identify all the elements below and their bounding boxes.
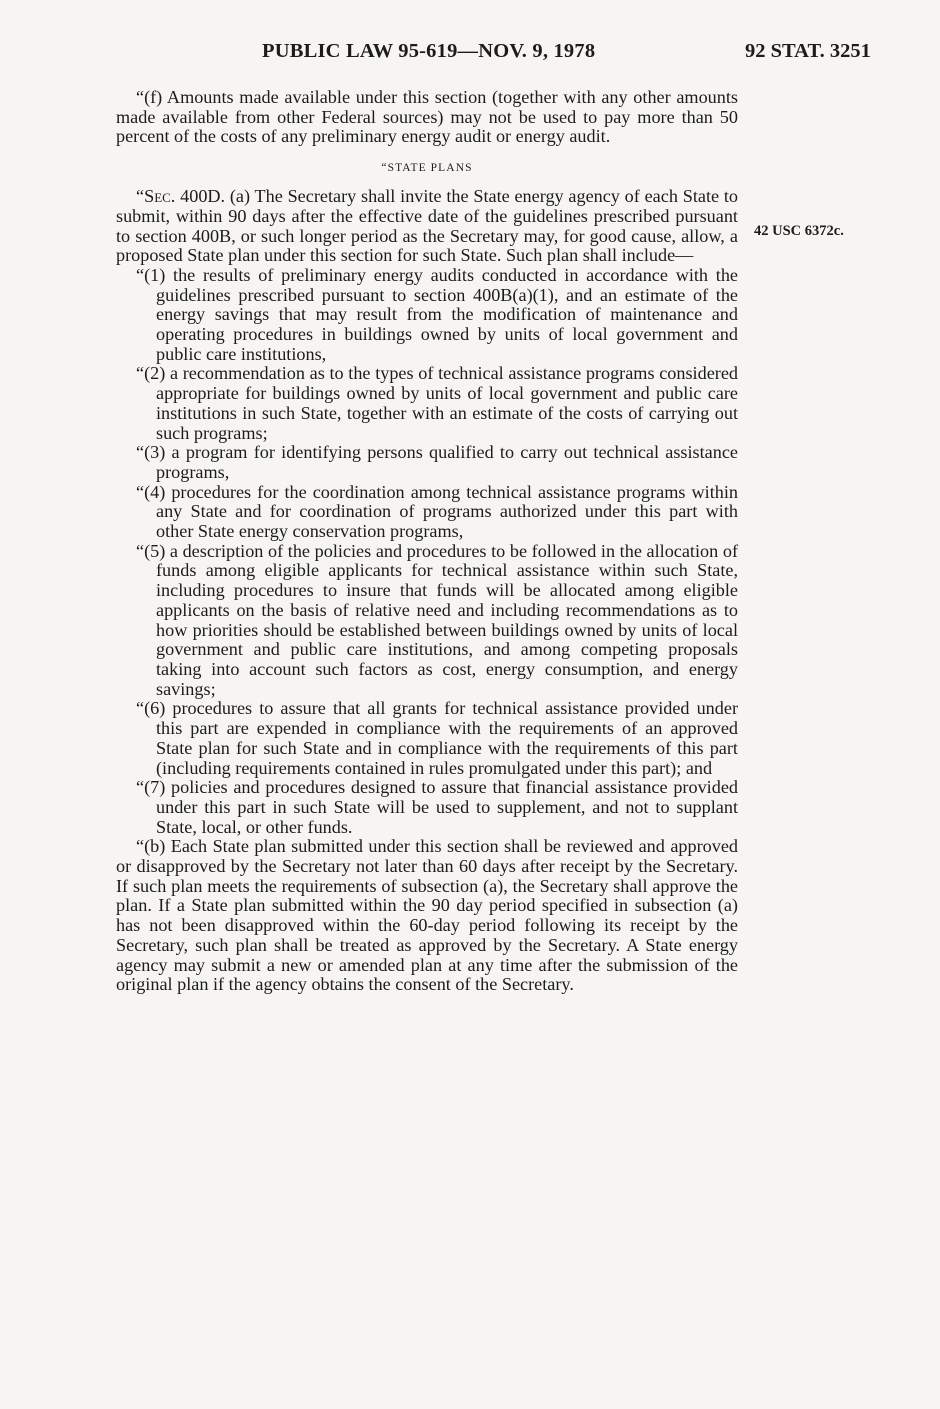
margin-citation: 42 USC 6372c.	[754, 223, 844, 239]
page-header-stat: 92 STAT. 3251	[745, 40, 871, 62]
paragraph-b: “(b) Each State plan submitted under this section shall be reviewed and approved or disapproved by the Secretary not later than 60 days after receipt by the Secretary. If such plan meets the requirements of subsection (a), the Secretary shall approve the plan. If a State plan submitted within the 90 day period specified in subsection (a) has not been disapproved within the 60-day period following its receipt by the Secretary, such plan shall be treated as approved by the Secretary. A State energy agency may submit a new or amended plan at any time after the submission of the original plan if the agency obtains the consent of the Secretary.	[116, 836, 738, 995]
sec-label: “Sec.	[136, 186, 176, 207]
paragraph-sec-a	[116, 187, 738, 266]
list-item-5: “(5) a description of the policies and procedures to be followed in the allocation of funds among eligible applicants for technical assistance within such State, including procedures to insure that funds will be allocated among eligible applicants on the basis of relative need and including recommendations as to how priorities should be established between buildings owned by units of local government and public care institutions, and among competing proposals taking into account such factors as cost, energy consumption, and energy savings;	[136, 540, 738, 699]
list-item-6: “(6) procedures to assure that all grants for technical assistance provided under this part are expended in compliance with the requirements of an approved State plan for such State and in compliance with the requirements of this part (including requirements contained in rules promulgated under this part); and	[136, 698, 738, 778]
document-body	[116, 88, 738, 995]
section-heading: “STATE PLANS	[381, 162, 473, 175]
list-item-2: “(2) a recommendation as to the types of technical assistance programs considered appropriate for buildings owned by units of local government and public care institutions in such State, together with an estimate of the costs of carrying out such programs;	[136, 363, 738, 443]
list-item-4: “(4) procedures for the coordination among technical assistance programs within any State and for coordination of programs authorized under this part with other State energy conservation programs,	[136, 481, 738, 542]
paragraph-f: “(f) Amounts made available under this section (together with any other amounts made available from other Federal sources) may not be used to pay more than 50 percent of the costs of any preliminary energy audit or energy audit.	[116, 87, 738, 147]
list-item-3: “(3) a program for identifying persons qualified to carry out technical assistance programs,	[136, 442, 738, 482]
page-header-title: PUBLIC LAW 95-619—NOV. 9, 1978	[262, 40, 596, 62]
list-item-1: “(1) the results of preliminary energy audits conducted in accordance with the guidelines prescribed pursuant to section 400B(a)(1), and an estimate of the energy savings that may result from the modification of maintenance and operating procedures in buildings owned by units of local government and public care institutions,	[136, 264, 738, 364]
sec-a-text: 400D. (a) The Secretary shall invite the State energy agency of each State to submit, within 90 days after the effective date of the guidelines prescribed pursuant to section 400B, or such longer period as the Secretary may, for good cause, allow, a proposed State plan under this section for such State. Such plan shall include—	[116, 186, 738, 266]
list-item-7: “(7) policies and procedures designed to assure that financial assistance provided under this part in such State will be used to supplement, and not to supplant State, local, or other funds.	[136, 777, 738, 837]
